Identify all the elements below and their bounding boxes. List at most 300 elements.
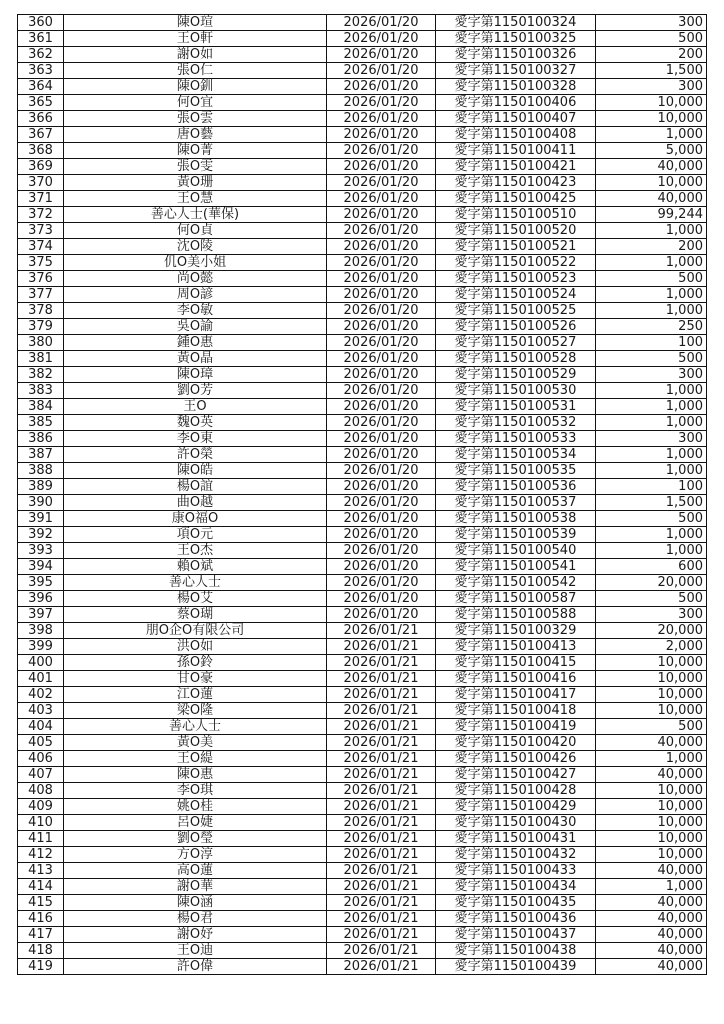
receipt-number: 愛字第1150100327 [436, 63, 596, 79]
donation-date: 2026/01/20 [327, 207, 436, 223]
donation-date: 2026/01/20 [327, 175, 436, 191]
donation-amount: 20,000 [596, 575, 707, 591]
donation-amount: 1,000 [596, 287, 707, 303]
donor-name: 黃O美 [64, 735, 327, 751]
donation-amount: 300 [596, 79, 707, 95]
table-row [18, 623, 707, 639]
row-number: 367 [18, 127, 64, 143]
table-row [18, 31, 707, 47]
row-number: 396 [18, 591, 64, 607]
donor-name: 陳O菁 [64, 143, 327, 159]
donor-name: 洪O如 [64, 639, 327, 655]
donor-name: 楊O君 [64, 911, 327, 927]
donation-date: 2026/01/20 [327, 255, 436, 271]
donation-date: 2026/01/21 [327, 879, 436, 895]
receipt-number: 愛字第1150100510 [436, 207, 596, 223]
donor-name: 張O仁 [64, 63, 327, 79]
donor-name: 賴O斌 [64, 559, 327, 575]
donor-name: 謝O如 [64, 47, 327, 63]
donor-name: 周O諺 [64, 287, 327, 303]
donation-amount: 500 [596, 31, 707, 47]
receipt-number: 愛字第1150100326 [436, 47, 596, 63]
row-number: 419 [18, 959, 64, 975]
row-number: 377 [18, 287, 64, 303]
receipt-number: 愛字第1150100522 [436, 255, 596, 271]
table-row [18, 351, 707, 367]
donation-date: 2026/01/21 [327, 959, 436, 975]
receipt-number: 愛字第1150100527 [436, 335, 596, 351]
receipt-number: 愛字第1150100419 [436, 719, 596, 735]
table-row [18, 447, 707, 463]
donation-date: 2026/01/21 [327, 703, 436, 719]
donation-date: 2026/01/21 [327, 655, 436, 671]
donor-name: 唐O藝 [64, 127, 327, 143]
donation-date: 2026/01/20 [327, 495, 436, 511]
table-row [18, 271, 707, 287]
donor-name: 王O慧 [64, 191, 327, 207]
row-number: 375 [18, 255, 64, 271]
donation-amount: 10,000 [596, 175, 707, 191]
donor-name: 高O蓮 [64, 863, 327, 879]
row-number: 382 [18, 367, 64, 383]
table-row [18, 127, 707, 143]
donation-date: 2026/01/21 [327, 687, 436, 703]
donation-amount: 2,000 [596, 639, 707, 655]
row-number: 395 [18, 575, 64, 591]
table-row [18, 287, 707, 303]
table-row [18, 95, 707, 111]
donor-name: 楊O艾 [64, 591, 327, 607]
receipt-number: 愛字第1150100407 [436, 111, 596, 127]
row-number: 385 [18, 415, 64, 431]
table-row [18, 367, 707, 383]
table-row [18, 191, 707, 207]
row-number: 413 [18, 863, 64, 879]
donation-amount: 40,000 [596, 735, 707, 751]
receipt-number: 愛字第1150100438 [436, 943, 596, 959]
receipt-number: 愛字第1150100427 [436, 767, 596, 783]
donation-amount: 40,000 [596, 895, 707, 911]
table-row [18, 735, 707, 751]
row-number: 370 [18, 175, 64, 191]
row-number: 372 [18, 207, 64, 223]
donation-date: 2026/01/20 [327, 127, 436, 143]
table-row [18, 655, 707, 671]
receipt-number: 愛字第1150100587 [436, 591, 596, 607]
row-number: 389 [18, 479, 64, 495]
table-row [18, 223, 707, 239]
donation-date: 2026/01/20 [327, 447, 436, 463]
row-number: 408 [18, 783, 64, 799]
row-number: 380 [18, 335, 64, 351]
receipt-number: 愛字第1150100526 [436, 319, 596, 335]
receipt-number: 愛字第1150100411 [436, 143, 596, 159]
receipt-number: 愛字第1150100525 [436, 303, 596, 319]
row-number: 388 [18, 463, 64, 479]
receipt-number: 愛字第1150100439 [436, 959, 596, 975]
donor-name: 呂O婕 [64, 815, 327, 831]
donation-date: 2026/01/20 [327, 383, 436, 399]
receipt-number: 愛字第1150100426 [436, 751, 596, 767]
donation-date: 2026/01/20 [327, 303, 436, 319]
donation-date: 2026/01/20 [327, 223, 436, 239]
table-row [18, 143, 707, 159]
receipt-number: 愛字第1150100528 [436, 351, 596, 367]
receipt-number: 愛字第1150100539 [436, 527, 596, 543]
donation-amount: 10,000 [596, 831, 707, 847]
donation-date: 2026/01/21 [327, 735, 436, 751]
donor-name: 朋O企O有限公司 [64, 623, 327, 639]
receipt-number: 愛字第1150100329 [436, 623, 596, 639]
row-number: 404 [18, 719, 64, 735]
donation-date: 2026/01/21 [327, 623, 436, 639]
donor-name: 許O榮 [64, 447, 327, 463]
receipt-number: 愛字第1150100531 [436, 399, 596, 415]
donation-date: 2026/01/20 [327, 31, 436, 47]
receipt-number: 愛字第1150100406 [436, 95, 596, 111]
donation-amount: 1,000 [596, 527, 707, 543]
table-row [18, 591, 707, 607]
donation-date: 2026/01/20 [327, 239, 436, 255]
donation-date: 2026/01/20 [327, 79, 436, 95]
donation-date: 2026/01/21 [327, 831, 436, 847]
row-number: 376 [18, 271, 64, 287]
donation-amount: 1,000 [596, 255, 707, 271]
donation-date: 2026/01/21 [327, 863, 436, 879]
table-row [18, 479, 707, 495]
table-row [18, 79, 707, 95]
row-number: 374 [18, 239, 64, 255]
donor-name: 李O東 [64, 431, 327, 447]
donor-name: 李O琪 [64, 783, 327, 799]
donation-amount: 100 [596, 335, 707, 351]
donation-date: 2026/01/20 [327, 543, 436, 559]
table-row [18, 703, 707, 719]
donation-amount: 10,000 [596, 95, 707, 111]
donor-name: 康O福O [64, 511, 327, 527]
row-number: 390 [18, 495, 64, 511]
row-number: 366 [18, 111, 64, 127]
donation-date: 2026/01/21 [327, 927, 436, 943]
row-number: 415 [18, 895, 64, 911]
donation-date: 2026/01/21 [327, 815, 436, 831]
row-number: 386 [18, 431, 64, 447]
donation-amount: 10,000 [596, 687, 707, 703]
table-row [18, 751, 707, 767]
donation-date: 2026/01/20 [327, 47, 436, 63]
donor-name: 梁O隆 [64, 703, 327, 719]
table-row [18, 559, 707, 575]
receipt-number: 愛字第1150100437 [436, 927, 596, 943]
donation-amount: 200 [596, 239, 707, 255]
donation-amount: 40,000 [596, 159, 707, 175]
table-row [18, 527, 707, 543]
donation-date: 2026/01/21 [327, 719, 436, 735]
row-number: 363 [18, 63, 64, 79]
donor-name: 吳O諭 [64, 319, 327, 335]
table-row [18, 639, 707, 655]
row-number: 401 [18, 671, 64, 687]
donor-name: 甘O豪 [64, 671, 327, 687]
donor-name: 陳O釧 [64, 79, 327, 95]
receipt-number: 愛字第1150100415 [436, 655, 596, 671]
receipt-number: 愛字第1150100520 [436, 223, 596, 239]
donation-amount: 10,000 [596, 655, 707, 671]
table-row [18, 15, 707, 31]
donation-amount: 1,000 [596, 303, 707, 319]
table-row [18, 895, 707, 911]
donation-date: 2026/01/21 [327, 751, 436, 767]
donation-amount: 40,000 [596, 959, 707, 975]
row-number: 416 [18, 911, 64, 927]
donation-amount: 40,000 [596, 911, 707, 927]
donation-amount: 500 [596, 271, 707, 287]
donation-amount: 1,000 [596, 447, 707, 463]
table-row [18, 319, 707, 335]
table-row [18, 303, 707, 319]
donation-date: 2026/01/20 [327, 559, 436, 575]
donor-name: 善心人士 [64, 575, 327, 591]
donor-name: 仉O美小姐 [64, 255, 327, 271]
row-number: 397 [18, 607, 64, 623]
donor-name: 陳O瑄 [64, 15, 327, 31]
donor-name: 項O元 [64, 527, 327, 543]
donor-name: 魏O英 [64, 415, 327, 431]
receipt-number: 愛字第1150100433 [436, 863, 596, 879]
receipt-number: 愛字第1150100534 [436, 447, 596, 463]
donation-date: 2026/01/20 [327, 271, 436, 287]
donor-name: 王O緹 [64, 751, 327, 767]
table-row [18, 159, 707, 175]
donation-amount: 1,000 [596, 463, 707, 479]
row-number: 405 [18, 735, 64, 751]
row-number: 400 [18, 655, 64, 671]
donation-date: 2026/01/20 [327, 463, 436, 479]
donation-date: 2026/01/20 [327, 143, 436, 159]
table-row [18, 671, 707, 687]
donation-amount: 300 [596, 367, 707, 383]
donation-date: 2026/01/21 [327, 799, 436, 815]
donation-date: 2026/01/20 [327, 575, 436, 591]
donor-name: 陳O惠 [64, 767, 327, 783]
table-row [18, 959, 707, 975]
receipt-number: 愛字第1150100417 [436, 687, 596, 703]
donor-name: 蔡O瑚 [64, 607, 327, 623]
donation-date: 2026/01/20 [327, 335, 436, 351]
row-number: 417 [18, 927, 64, 943]
donation-date: 2026/01/21 [327, 671, 436, 687]
donation-table-body [18, 15, 707, 975]
table-row [18, 415, 707, 431]
table-row [18, 335, 707, 351]
donation-amount: 40,000 [596, 943, 707, 959]
donation-amount: 10,000 [596, 847, 707, 863]
donation-amount: 40,000 [596, 767, 707, 783]
donation-date: 2026/01/20 [327, 351, 436, 367]
donation-date: 2026/01/20 [327, 367, 436, 383]
donation-table [17, 14, 707, 975]
receipt-number: 愛字第1150100428 [436, 783, 596, 799]
row-number: 407 [18, 767, 64, 783]
donation-amount: 1,000 [596, 399, 707, 415]
donor-name: 善心人士 [64, 719, 327, 735]
donation-amount: 40,000 [596, 927, 707, 943]
row-number: 360 [18, 15, 64, 31]
receipt-number: 愛字第1150100429 [436, 799, 596, 815]
donor-name: 何O貞 [64, 223, 327, 239]
donation-amount: 40,000 [596, 191, 707, 207]
donor-name: 許O偉 [64, 959, 327, 975]
table-row [18, 943, 707, 959]
donation-date: 2026/01/20 [327, 287, 436, 303]
donation-amount: 500 [596, 591, 707, 607]
row-number: 393 [18, 543, 64, 559]
receipt-number: 愛字第1150100434 [436, 879, 596, 895]
receipt-number: 愛字第1150100536 [436, 479, 596, 495]
donor-name: 王O杰 [64, 543, 327, 559]
receipt-number: 愛字第1150100542 [436, 575, 596, 591]
receipt-number: 愛字第1150100325 [436, 31, 596, 47]
row-number: 364 [18, 79, 64, 95]
table-row [18, 175, 707, 191]
table-row [18, 607, 707, 623]
row-number: 411 [18, 831, 64, 847]
table-row [18, 815, 707, 831]
receipt-number: 愛字第1150100423 [436, 175, 596, 191]
donation-date: 2026/01/20 [327, 95, 436, 111]
donor-name: 陳O璋 [64, 367, 327, 383]
row-number: 378 [18, 303, 64, 319]
donor-name: 陳O皓 [64, 463, 327, 479]
row-number: 379 [18, 319, 64, 335]
donor-name: 張O雯 [64, 159, 327, 175]
donation-amount: 10,000 [596, 671, 707, 687]
donation-date: 2026/01/20 [327, 527, 436, 543]
donor-name: 黃O晶 [64, 351, 327, 367]
donation-date: 2026/01/21 [327, 767, 436, 783]
row-number: 381 [18, 351, 64, 367]
donation-amount: 1,500 [596, 63, 707, 79]
donor-name: 尚O懿 [64, 271, 327, 287]
receipt-number: 愛字第1150100430 [436, 815, 596, 831]
donation-date: 2026/01/21 [327, 847, 436, 863]
donor-name: 王O [64, 399, 327, 415]
donation-date: 2026/01/20 [327, 191, 436, 207]
donor-name: 楊O誼 [64, 479, 327, 495]
receipt-number: 愛字第1150100431 [436, 831, 596, 847]
table-row [18, 543, 707, 559]
donation-date: 2026/01/21 [327, 911, 436, 927]
receipt-number: 愛字第1150100413 [436, 639, 596, 655]
row-number: 410 [18, 815, 64, 831]
donation-date: 2026/01/20 [327, 415, 436, 431]
receipt-number: 愛字第1150100537 [436, 495, 596, 511]
table-row [18, 399, 707, 415]
row-number: 398 [18, 623, 64, 639]
donor-name: 姚O桂 [64, 799, 327, 815]
receipt-number: 愛字第1150100432 [436, 847, 596, 863]
donation-date: 2026/01/20 [327, 159, 436, 175]
donation-date: 2026/01/20 [327, 431, 436, 447]
table-row [18, 687, 707, 703]
donor-name: 謝O華 [64, 879, 327, 895]
table-row [18, 719, 707, 735]
table-row [18, 879, 707, 895]
receipt-number: 愛字第1150100532 [436, 415, 596, 431]
row-number: 373 [18, 223, 64, 239]
table-row [18, 255, 707, 271]
row-number: 384 [18, 399, 64, 415]
donor-name: 李O敏 [64, 303, 327, 319]
table-row [18, 383, 707, 399]
donation-amount: 1,000 [596, 751, 707, 767]
donation-date: 2026/01/21 [327, 895, 436, 911]
table-row [18, 207, 707, 223]
donation-amount: 300 [596, 431, 707, 447]
table-row [18, 111, 707, 127]
donation-date: 2026/01/21 [327, 943, 436, 959]
row-number: 406 [18, 751, 64, 767]
row-number: 392 [18, 527, 64, 543]
row-number: 362 [18, 47, 64, 63]
donation-amount: 5,000 [596, 143, 707, 159]
receipt-number: 愛字第1150100588 [436, 607, 596, 623]
donor-name: 張O雲 [64, 111, 327, 127]
donation-amount: 10,000 [596, 111, 707, 127]
donation-amount: 40,000 [596, 863, 707, 879]
row-number: 409 [18, 799, 64, 815]
row-number: 394 [18, 559, 64, 575]
donor-name: 孫O鈴 [64, 655, 327, 671]
donor-name: 王O軒 [64, 31, 327, 47]
donation-date: 2026/01/21 [327, 783, 436, 799]
table-row [18, 239, 707, 255]
row-number: 403 [18, 703, 64, 719]
row-number: 399 [18, 639, 64, 655]
donor-name: 謝O妤 [64, 927, 327, 943]
row-number: 365 [18, 95, 64, 111]
receipt-number: 愛字第1150100435 [436, 895, 596, 911]
donor-name: 黃O珊 [64, 175, 327, 191]
row-number: 402 [18, 687, 64, 703]
table-row [18, 767, 707, 783]
donation-amount: 1,000 [596, 383, 707, 399]
table-row [18, 575, 707, 591]
donor-name: 劉O芳 [64, 383, 327, 399]
donation-amount: 500 [596, 719, 707, 735]
row-number: 361 [18, 31, 64, 47]
row-number: 412 [18, 847, 64, 863]
table-row [18, 511, 707, 527]
donation-amount: 500 [596, 351, 707, 367]
receipt-number: 愛字第1150100523 [436, 271, 596, 287]
donation-amount: 10,000 [596, 815, 707, 831]
donation-amount: 10,000 [596, 799, 707, 815]
donation-amount: 99,244 [596, 207, 707, 223]
receipt-number: 愛字第1150100436 [436, 911, 596, 927]
table-row [18, 431, 707, 447]
donation-date: 2026/01/20 [327, 15, 436, 31]
donation-amount: 500 [596, 511, 707, 527]
donor-name: 方O淳 [64, 847, 327, 863]
table-row [18, 463, 707, 479]
donation-amount: 1,000 [596, 415, 707, 431]
table-row [18, 47, 707, 63]
row-number: 391 [18, 511, 64, 527]
donation-amount: 10,000 [596, 703, 707, 719]
donation-date: 2026/01/20 [327, 591, 436, 607]
donation-amount: 1,500 [596, 495, 707, 511]
